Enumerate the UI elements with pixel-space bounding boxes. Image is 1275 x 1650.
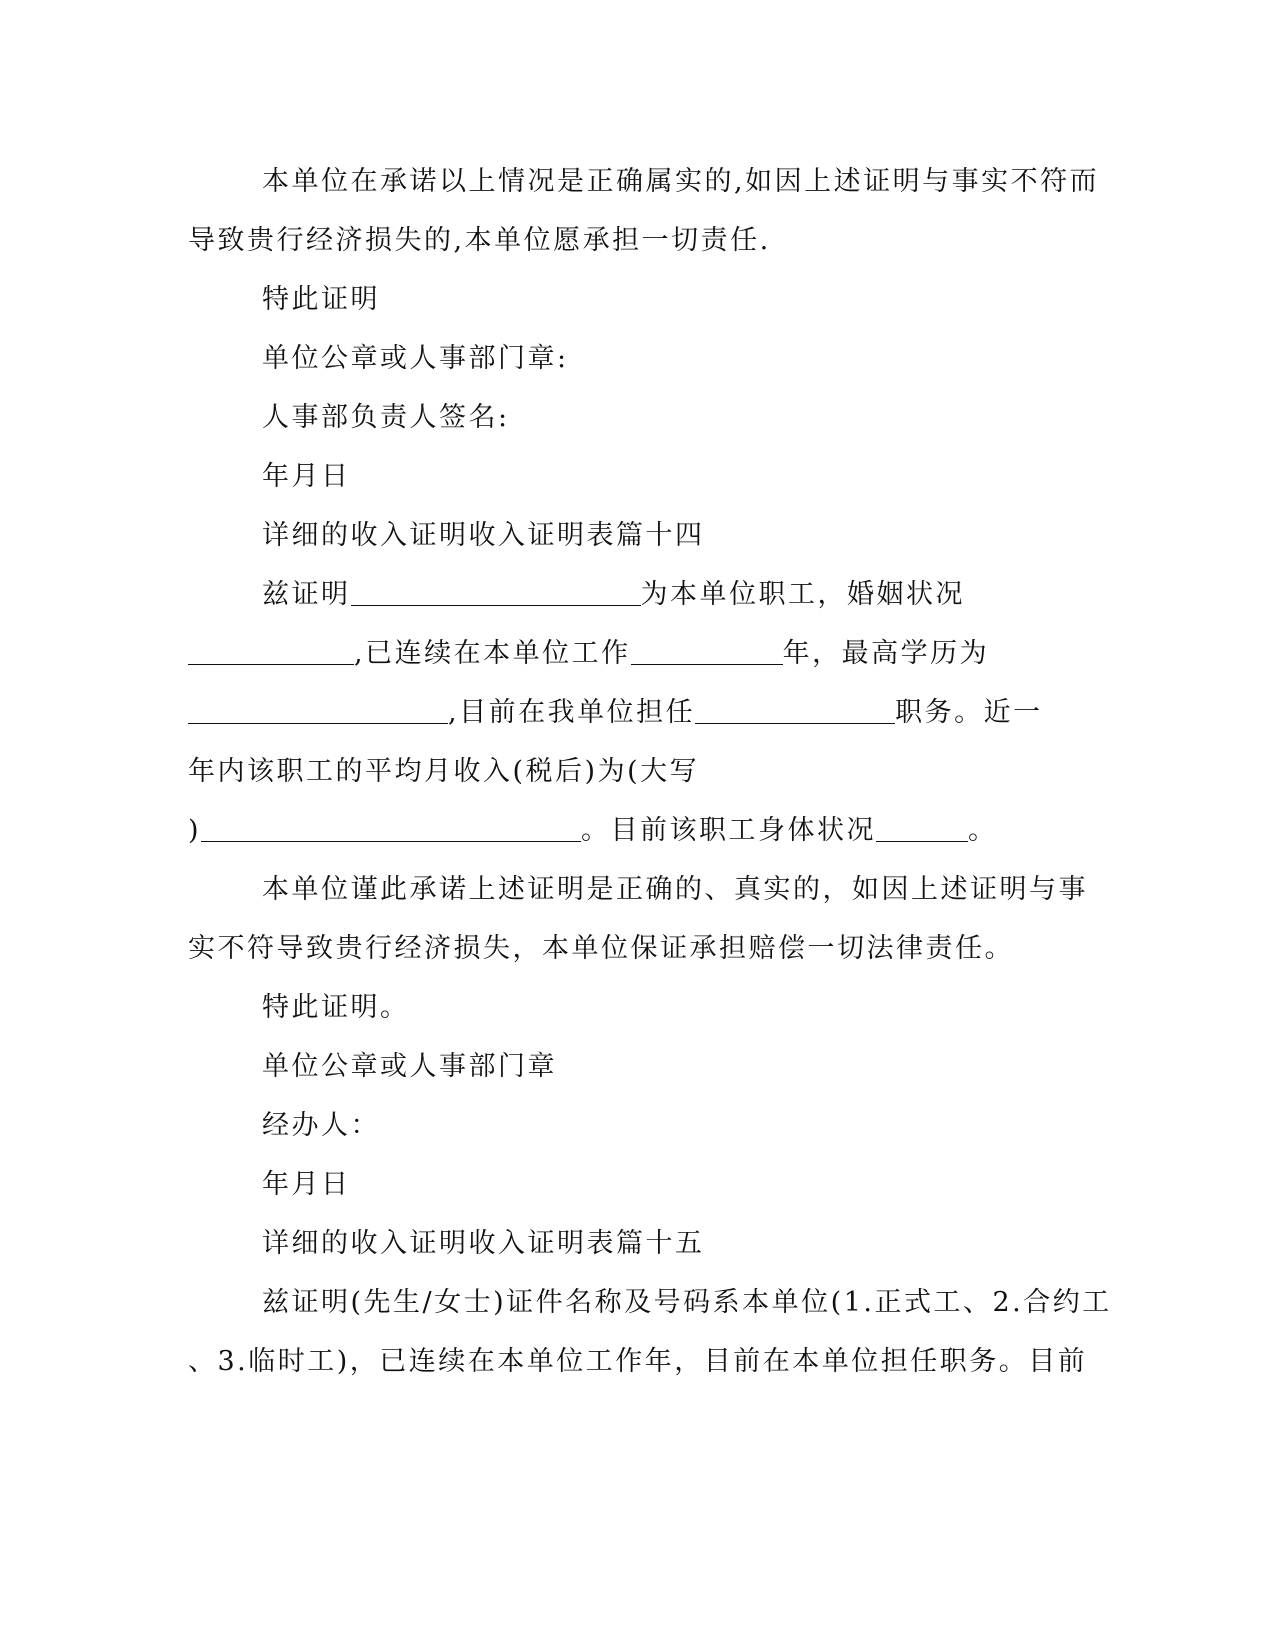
work-years-blank[interactable] bbox=[631, 636, 783, 665]
section-15-line-2: 、3.临时工)，已连续在本单位工作年，目前在本单位担任职务。目前 bbox=[188, 1346, 1088, 1377]
marital-status-line bbox=[188, 634, 1088, 674]
certify-prefix: 兹证明 bbox=[262, 579, 351, 610]
education-line bbox=[188, 693, 1088, 733]
seal-label-2: 单位公章或人事部门章 bbox=[262, 1051, 557, 1082]
sentence-end: 。 bbox=[968, 815, 998, 846]
hr-signature-label: 人事部负责人签名: bbox=[262, 402, 510, 433]
education-text: 年，最高学历为 bbox=[782, 638, 990, 669]
health-status-blank[interactable] bbox=[876, 813, 968, 842]
commitment-paragraph-line-2: 导致贵行经济损失的,本单位愿承担一切责任. bbox=[188, 225, 771, 256]
special-proof-text-2: 特此证明。 bbox=[262, 992, 410, 1023]
special-proof-text: 特此证明 bbox=[262, 284, 380, 315]
section-15-line-1: 兹证明(先生/女士)证件名称及号码系本单位(1.正式工、2.合约工 bbox=[262, 1287, 1112, 1318]
guarantee-paragraph-line-1: 本单位谨此承诺上述证明是正确的、真实的，如因上述证明与事 bbox=[262, 874, 1088, 905]
employee-status-text: 为本单位职工，婚姻状况 bbox=[640, 579, 965, 610]
income-text-line: 年内该职工的平均月收入(税后)为(大写 bbox=[188, 756, 700, 787]
employee-name-line bbox=[262, 575, 1162, 615]
work-years-text: ,已连续在本单位工作 bbox=[354, 638, 631, 669]
date-label-2: 年月日 bbox=[262, 1169, 351, 1200]
health-text: 。目前该职工身体状况 bbox=[581, 815, 877, 846]
education-blank[interactable] bbox=[188, 695, 448, 724]
position-text: ,目前在我单位担任 bbox=[448, 697, 696, 728]
section-heading-14: 详细的收入证明收入证明表篇十四 bbox=[262, 520, 705, 551]
handler-label: 经办人： bbox=[262, 1110, 380, 1141]
section-heading-15: 详细的收入证明收入证明表篇十五 bbox=[262, 1228, 705, 1259]
position-suffix: 职务。近一 bbox=[895, 697, 1043, 728]
income-amount-blank[interactable] bbox=[201, 813, 581, 842]
guarantee-paragraph-line-2: 实不符导致贵行经济损失，本单位保证承担赔偿一切法律责任。 bbox=[188, 933, 1014, 964]
income-amount-line bbox=[188, 811, 1088, 851]
date-label: 年月日 bbox=[262, 461, 351, 492]
marital-status-blank[interactable] bbox=[188, 636, 354, 665]
employee-name-blank[interactable] bbox=[351, 577, 641, 606]
position-blank[interactable] bbox=[695, 695, 895, 724]
commitment-paragraph-line-1: 本单位在承诺以上情况是正确属实的,如因上述证明与事实不符而 bbox=[262, 166, 1100, 197]
seal-label: 单位公章或人事部门章: bbox=[262, 343, 569, 374]
paren-close: ) bbox=[188, 815, 202, 846]
